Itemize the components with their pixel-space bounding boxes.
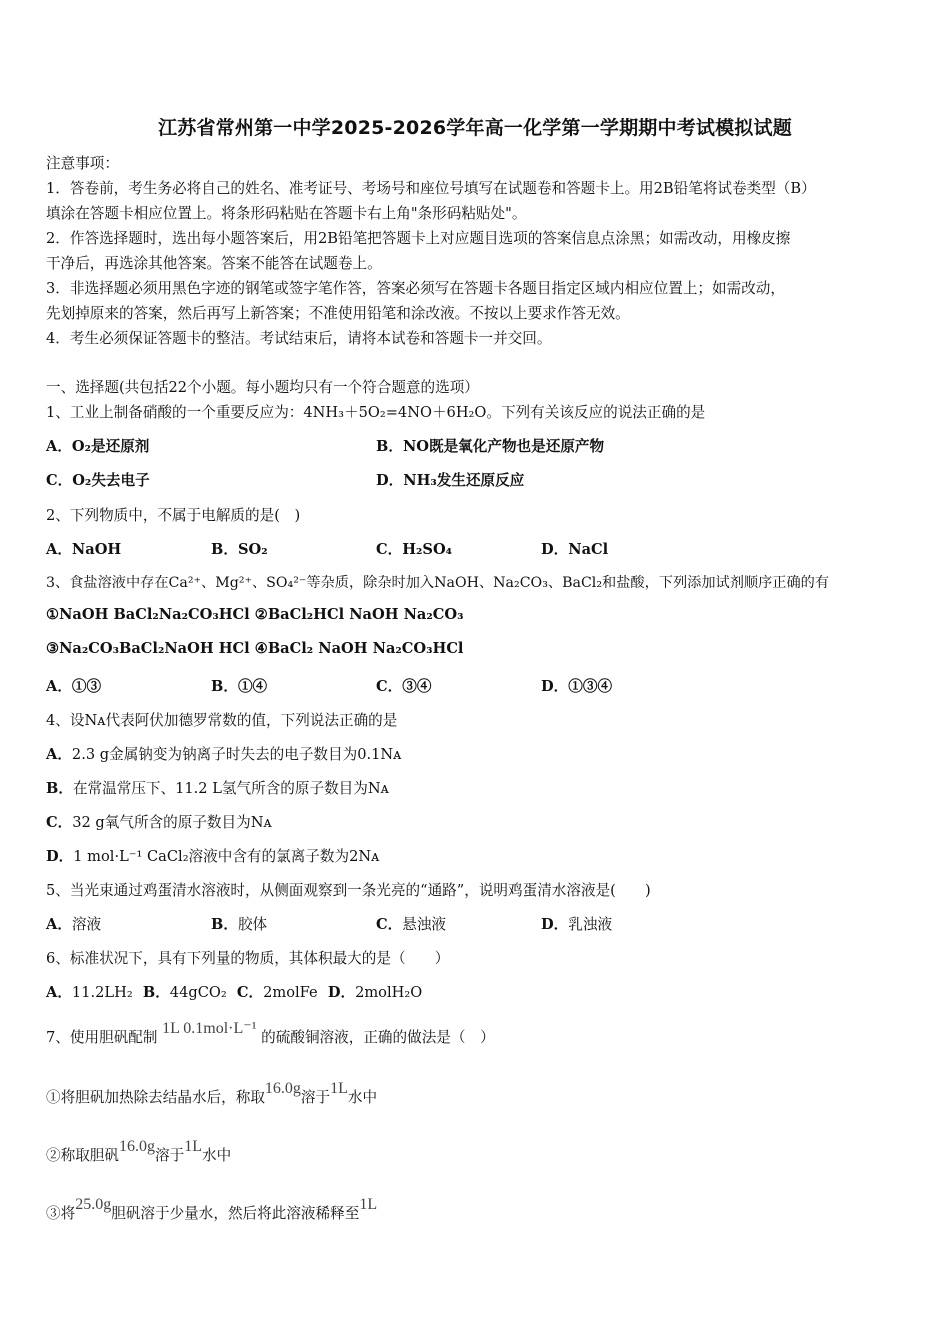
q3-sequence-1: ①NaOH BaCl₂Na₂CO₃HCl ②BaCl₂HCl NaOH Na₂CO₃ (46, 606, 464, 623)
option-label: C． (376, 678, 403, 695)
q6-option-b[interactable] (143, 984, 227, 1001)
notice-line-7: 4．考生必须保证答题卡的整洁。考试结束后，请将本试卷和答题卡一并交回。 (46, 330, 552, 347)
option-text: 悬浊液 (402, 916, 447, 933)
option-label: A． (46, 916, 72, 933)
q6-option-d[interactable] (328, 984, 422, 1001)
question-4-stem: 4、设Nᴀ代表阿伏加德罗常数的值，下列说法正确的是 (46, 712, 398, 729)
q4-option-a[interactable] (46, 743, 401, 764)
option-label: A． (46, 746, 72, 763)
question-3-stem: 3、食盐溶液中存在Ca²⁺、Mg²⁺、SO₄²⁻等杂质，除杂时加入NaOH、Na₂CO₃、BaCl₂和盐酸，下列添加试剂顺序正确的有 (46, 575, 830, 591)
q1-option-d[interactable] (376, 469, 524, 490)
option-text: 胶体 (237, 916, 268, 933)
option-text: NO既是氧化产物也是还原产物 (402, 438, 605, 455)
option-text: SO₂ (237, 541, 268, 558)
section-heading: 一、选择题(共包括22个小题。每小题均只有一个符合题意的选项） (46, 379, 479, 396)
q7-item-2-post: 水中 (201, 1147, 232, 1164)
option-text: 44gCO₂ (169, 984, 227, 1001)
q5-option-c[interactable] (376, 913, 446, 934)
q4-option-d[interactable] (46, 845, 379, 866)
q7-stem-post: 的硫酸铜溶液，正确的做法是（ ） (261, 1029, 495, 1046)
option-text: H₂SO₄ (402, 541, 453, 558)
q7-item-2 (46, 1138, 232, 1165)
q5-option-b[interactable] (211, 913, 267, 934)
q7-item-2-pre: ②称取胆矾 (46, 1147, 119, 1164)
option-label: C． (46, 814, 73, 831)
q3-option-b[interactable] (211, 675, 267, 696)
option-label: D． (46, 848, 74, 865)
option-label: B． (376, 438, 403, 455)
q7-item-1-pre: ①将胆矾加热除去结晶水后，称取 (46, 1089, 265, 1106)
option-text: 11.2LH₂ (71, 984, 133, 1001)
q1-option-b[interactable] (376, 435, 604, 456)
notice-line-4: 干净后，再选涂其他答案。答案不能答在试题卷上。 (46, 255, 382, 272)
q7-item-3-volume: 1L (359, 1196, 378, 1213)
q7-item-1-volume: 1L (330, 1080, 348, 1097)
question-2-stem: 2、下列物质中，不属于电解质的是( ) (46, 507, 301, 524)
q7-item-2-mass: 16.0g (118, 1138, 155, 1155)
q2-option-d[interactable] (541, 538, 608, 559)
question-7-stem (46, 1020, 495, 1047)
option-text: NaCl (568, 541, 609, 558)
q3-sequence-2: ③Na₂CO₃BaCl₂NaOH HCl ④BaCl₂ NaOH Na₂CO₃HCl (46, 640, 464, 657)
q5-option-a[interactable] (46, 913, 101, 934)
q6-options (46, 981, 422, 1002)
option-label: A． (46, 438, 72, 455)
q4-option-b[interactable] (46, 777, 389, 798)
option-label: B． (211, 541, 238, 558)
q7-item-3-mass: 25.0g (75, 1196, 112, 1213)
q2-option-c[interactable] (376, 538, 452, 559)
q7-item-2-volume: 1L (184, 1138, 202, 1155)
q5-option-d[interactable] (541, 913, 612, 934)
option-label: D． (541, 678, 569, 695)
q2-option-b[interactable] (211, 538, 268, 559)
option-label: D． (541, 916, 569, 933)
q6-option-a[interactable] (46, 984, 133, 1001)
option-label: B． (142, 984, 170, 1001)
option-text: O₂失去电子 (72, 472, 150, 489)
option-label: B． (211, 916, 238, 933)
option-text: NaOH (71, 541, 122, 558)
q7-item-1-post: 水中 (347, 1089, 378, 1106)
notice-heading: 注意事项： (46, 155, 119, 172)
option-label: B． (211, 678, 238, 695)
q7-item-2-mid: 溶于 (154, 1147, 185, 1164)
page-title: 江苏省常州第一中学2025-2026学年高一化学第一学期期中考试模拟试题 (158, 117, 792, 139)
option-text: 溶液 (71, 916, 102, 933)
q4-option-c[interactable] (46, 811, 272, 832)
option-label: D． (327, 984, 356, 1001)
q6-option-c[interactable] (237, 984, 318, 1001)
notice-line-5: 3．非选择题必须用黑色字迹的钢笔或签字笔作答，答案必须写在答题卡各题目指定区域内相应位置上；如需改动， (46, 280, 785, 297)
option-text: 2molH₂O (355, 984, 423, 1001)
option-text: ③④ (402, 678, 432, 695)
notice-line-6: 先划掉原来的答案，然后再写上新答案；不准使用铅笔和涂改液。不按以上要求作答无效。 (46, 305, 630, 322)
option-label: D． (376, 472, 404, 489)
notice-line-2: 填涂在答题卡相应位置上。将条形码粘贴在答题卡右上角"条形码粘贴处"。 (46, 205, 527, 222)
q3-option-c[interactable] (376, 675, 431, 696)
option-text: NH₃发生还原反应 (403, 472, 525, 489)
option-label: A． (46, 678, 72, 695)
q1-option-a[interactable] (46, 435, 149, 456)
option-text: 2molFe (263, 984, 318, 1001)
option-text: ①③ (71, 678, 102, 695)
option-text: 32 g氧气所含的原子数目为Nᴀ (72, 814, 272, 831)
q7-item-1 (46, 1080, 378, 1107)
notice-line-1: 1．答卷前，考生务必将自己的姓名、准考证号、考场号和座位号填写在试题卷和答题卡上。用2B铅笔将试卷类型（B） (46, 180, 816, 197)
q7-stem-pre: 7、使用胆矾配制 (46, 1029, 158, 1046)
option-label: A． (46, 541, 72, 558)
q7-item-3-mid: 胆矾溶于少量水，然后将此溶液稀释至 (111, 1205, 360, 1222)
question-5-stem: 5、当光束通过鸡蛋清水溶液时，从侧面观察到一条光亮的“通路”，说明鸡蛋清水溶液是( ) (46, 882, 651, 899)
option-label: B． (46, 780, 73, 797)
option-label: A． (46, 984, 72, 1001)
option-label: C． (236, 984, 264, 1001)
option-label: C． (376, 916, 403, 933)
option-label: C． (376, 541, 403, 558)
q1-option-c[interactable] (46, 469, 150, 490)
q3-option-a[interactable] (46, 675, 101, 696)
q7-item-3-pre: ③将 (46, 1205, 76, 1222)
q3-option-d[interactable] (541, 675, 612, 696)
notice-line-3: 2．作答选择题时，选出每小题答案后，用2B铅笔把答题卡上对应题目选项的答案信息点涂黑；如需改动，用橡皮擦 (46, 230, 791, 247)
option-label: C． (46, 472, 73, 489)
option-text: 乳浊液 (568, 916, 613, 933)
option-text: 2.3 g金属钠变为钠离子时失去的电子数目为0.1Nᴀ (71, 746, 402, 763)
question-1-stem: 1、工业上制备硝酸的一个重要反应为：4NH₃＋5O₂=4NO＋6H₂O。下列有关该反应的说法正确的是 (46, 404, 706, 421)
option-text: O₂是还原剂 (71, 438, 150, 455)
q7-item-1-mid: 溶于 (300, 1089, 331, 1106)
option-text: ①④ (237, 678, 268, 695)
q2-option-a[interactable] (46, 538, 121, 559)
q7-item-3 (46, 1196, 378, 1223)
question-6-stem: 6、标准状况下，具有下列量的物质，其体积最大的是（ ） (46, 950, 450, 967)
q7-item-1-mass: 16.0g (264, 1080, 301, 1097)
option-text: 1 mol·L⁻¹ CaCl₂溶液中含有的氯离子数为2Nᴀ (73, 848, 380, 865)
option-label: D． (541, 541, 569, 558)
option-text: 在常温常压下、11.2 L氢气所含的原子数目为Nᴀ (72, 780, 389, 797)
q7-stem-formula: 1L 0.1mol·L⁻¹ (162, 1020, 257, 1037)
option-text: ①③④ (568, 678, 613, 695)
